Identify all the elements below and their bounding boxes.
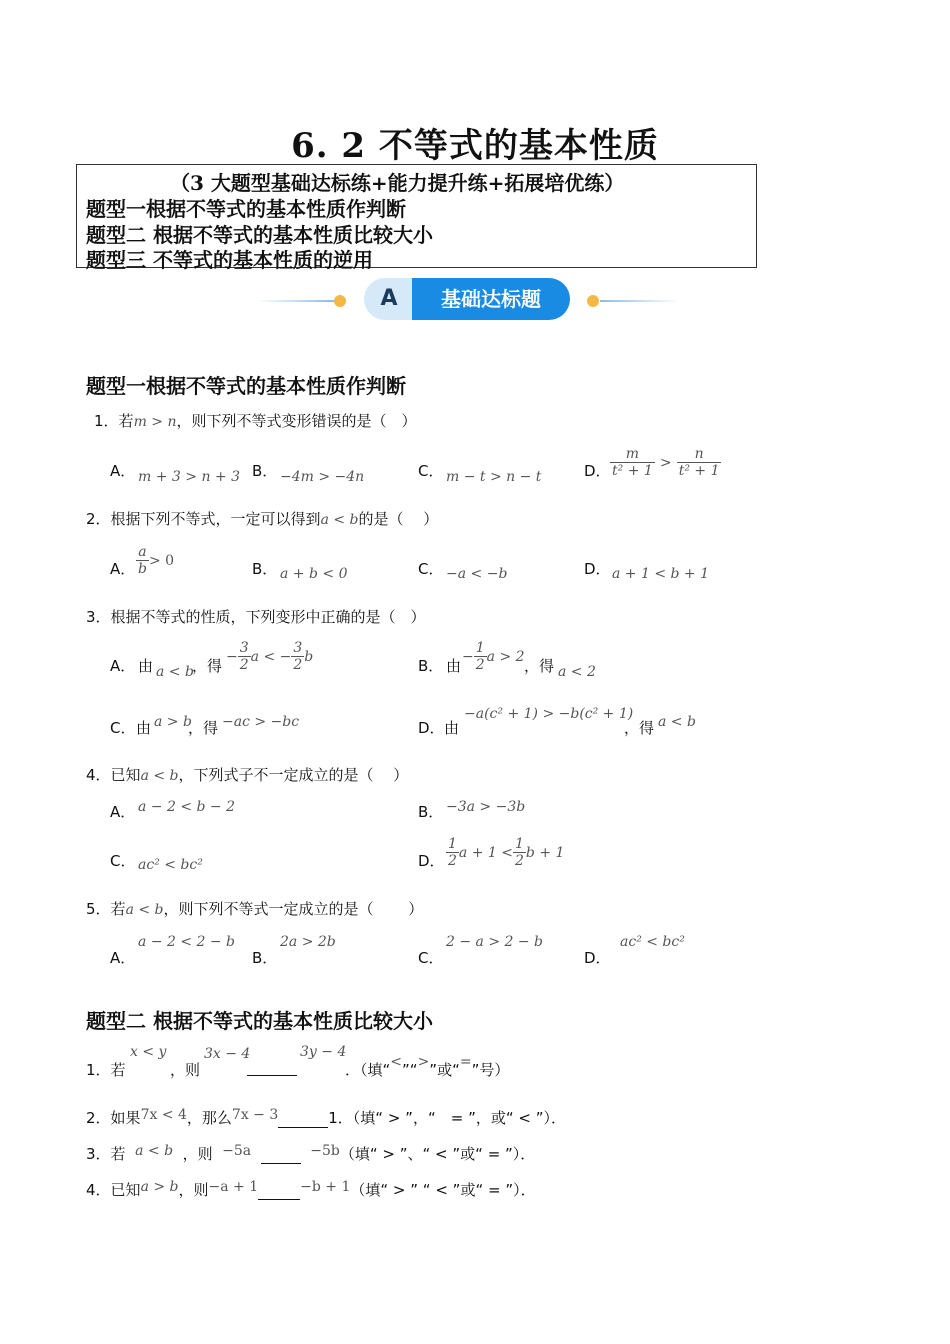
s1-q3-option-d[interactable]: D． — [418, 719, 445, 737]
math-expression: 3x − 4 — [204, 1046, 251, 1062]
fraction: $\frac{n}{\text{t² + 1}}$ — [678, 446, 720, 480]
s1-q2-option-b[interactable]: B． — [252, 560, 278, 578]
s1-q3-option-c[interactable]: C． — [110, 719, 136, 737]
stem-text: 若 — [118, 412, 134, 430]
stem-text: ，得 — [524, 657, 555, 675]
math-result: a < b — [658, 714, 696, 730]
banner-label: 基础达标题 — [412, 278, 570, 320]
math-expression: 3y − 4 — [300, 1044, 347, 1060]
math-condition: a > b — [154, 714, 192, 730]
s1-q3-option-b[interactable]: B． — [418, 657, 444, 675]
s1-q1-option-b-math: −4m > −4n — [280, 469, 365, 485]
s1-q1-stem — [94, 410, 417, 431]
s1-q1-option-c-math: m − t > n − t — [446, 469, 542, 485]
s2-q1-stem: 1．若 — [86, 1061, 126, 1079]
s1-q5-option-a[interactable]: A． — [110, 949, 136, 967]
stem-text: ，得 — [624, 719, 655, 737]
s1-q1-option-d[interactable] — [584, 460, 611, 481]
s1-q5-stem: 5．若a < b，则下列不等式一定成立的是（ ） — [86, 900, 424, 918]
s1-q5-option-d[interactable]: D． — [584, 949, 611, 967]
s1-q5-option-d-math: ac² < bc² — [620, 934, 685, 950]
s1-q4-option-a[interactable]: A． — [110, 803, 136, 821]
outline-item-1: 题型一根据不等式的基本性质作判断 — [86, 197, 406, 221]
s1-q4-option-c[interactable]: C． — [110, 852, 136, 870]
s1-q2-option-d[interactable]: D． — [584, 560, 611, 578]
stem-text: ，得 — [188, 719, 219, 737]
s1-q5-option-c[interactable]: C． — [418, 949, 444, 967]
stem-text: ，则 — [170, 1061, 201, 1079]
s1-q1-option-d-math: $\frac{m}{\text{t² + 1}}$ > $\frac{n}{\text{t² + 1}}$ — [612, 446, 720, 480]
stem-text: 由 — [444, 719, 460, 737]
s1-q4-stem: 4．已知a < b，下列式子不一定成立的是（ ） — [86, 766, 409, 784]
math-condition: −a(c² + 1) > −b(c² + 1) — [464, 706, 634, 722]
s1-q3-option-b-math: − $\frac{1}{2}$ a > 2 — [462, 640, 525, 674]
s1-q5-option-b[interactable]: B． — [252, 949, 278, 967]
s1-q2-option-d-math: a + 1 < b + 1 — [612, 566, 710, 582]
option-label: C． — [418, 462, 444, 480]
s1-q2-stem: 2．根据下列不等式，一定可以得到a < b的是（ ） — [86, 510, 439, 528]
banner-dot-left — [334, 295, 346, 307]
s1-q1-option-a[interactable] — [110, 460, 135, 481]
math-condition: m > n — [133, 414, 177, 430]
option-label: A． — [110, 462, 136, 480]
math-condition: a < b — [156, 664, 194, 680]
s2-q4-stem: 4．已知a > b，则−a + 1 −b + 1（填“ > ” “ < ”或“ = ”）． — [86, 1179, 536, 1199]
math-condition: x < y — [130, 1044, 167, 1060]
stem-text: ，则下列不等式变形错误的是（ ） — [176, 412, 417, 430]
s1-q1-option-a-math: m + 3 > n + 3 — [138, 469, 240, 485]
s1-q3-stem: 3．根据不等式的性质，下列变形中正确的是（ ） — [86, 608, 426, 626]
s1-q5-option-c-math: 2 − a > 2 − b — [446, 934, 544, 950]
section1-heading: 题型一根据不等式的基本性质作判断 — [86, 374, 406, 398]
s1-q4-option-d-math: $\frac{1}{2}$ a + 1 < $\frac{1}{2}$ b + 1 — [448, 836, 565, 870]
s1-q3-option-a[interactable]: A． — [110, 657, 136, 675]
page-title: 6. 2 不等式的基本性质 — [291, 126, 659, 166]
s2-q1-fill-hint: ．（填“<”“>”或“=”号） — [345, 1054, 510, 1079]
s1-q2-option-b-math: a + b < 0 — [280, 566, 348, 582]
stem-text: 由 — [136, 719, 152, 737]
banner-dot-right — [587, 295, 599, 307]
s1-q1-option-c[interactable] — [418, 460, 443, 481]
banner-line-left — [255, 300, 335, 302]
fraction: $\frac{m}{\text{t² + 1}}$ — [612, 446, 653, 480]
s1-q1-option-b[interactable] — [252, 460, 277, 481]
s1-q2-option-c[interactable]: C． — [418, 560, 444, 578]
s2-q2-stem: 2．如果7x < 4，那么7x − 3 1．（填“ > ”，“ = ”，或“ < ”）． — [86, 1107, 566, 1127]
s1-q4-option-a-math: a − 2 < b − 2 — [138, 799, 236, 815]
question-number: 1． — [94, 412, 119, 430]
stem-text: 由 — [446, 657, 462, 675]
outline-item-3: 题型三 不等式的基本性质的逆用 — [86, 248, 373, 272]
s1-q2-option-a-math: $\frac{a}{b}$ > 0 — [138, 544, 175, 578]
option-label: D． — [584, 462, 611, 480]
s1-q3-option-a-text: 由 — [138, 657, 154, 675]
s1-q4-option-c-math: ac² < bc² — [138, 857, 203, 873]
s1-q5-option-b-math: 2a > 2b — [280, 934, 336, 950]
math-result: −ac > −bc — [222, 714, 300, 730]
s1-q2-option-a[interactable]: A． — [110, 560, 136, 578]
answer-blank[interactable] — [247, 1058, 297, 1076]
option-label: B． — [252, 462, 278, 480]
outline-subtitle: （3 大题型基础达标练+能力提升练+拓展培优练） — [170, 171, 625, 195]
s1-q4-option-b-math: −3a > −3b — [446, 799, 526, 815]
s1-q4-option-d[interactable]: D． — [418, 852, 445, 870]
s1-q4-option-b[interactable]: B． — [418, 803, 444, 821]
answer-blank[interactable] — [261, 1148, 301, 1164]
s1-q2-option-c-math: −a < −b — [446, 566, 508, 582]
banner-letter-badge: A — [364, 278, 414, 320]
banner-line-right — [600, 300, 680, 302]
s1-q5-option-a-math: a − 2 < 2 − b — [138, 934, 236, 950]
outline-item-2: 题型二 根据不等式的基本性质比较大小 — [86, 223, 433, 247]
answer-blank[interactable] — [258, 1184, 300, 1200]
stem-text: ，得 — [192, 657, 223, 675]
s2-q3-stem: 3．若 a < b ，则 −5a −5b（填“ > ”、“ < ”或“ = ”）． — [86, 1143, 536, 1163]
s1-q3-option-a-math: − $\frac{3}{2}$ a < − $\frac{3}{2}$ b — [226, 640, 314, 674]
answer-blank[interactable] — [278, 1112, 328, 1128]
math-result: a < 2 — [558, 664, 596, 680]
section2-heading: 题型二 根据不等式的基本性质比较大小 — [86, 1009, 433, 1033]
